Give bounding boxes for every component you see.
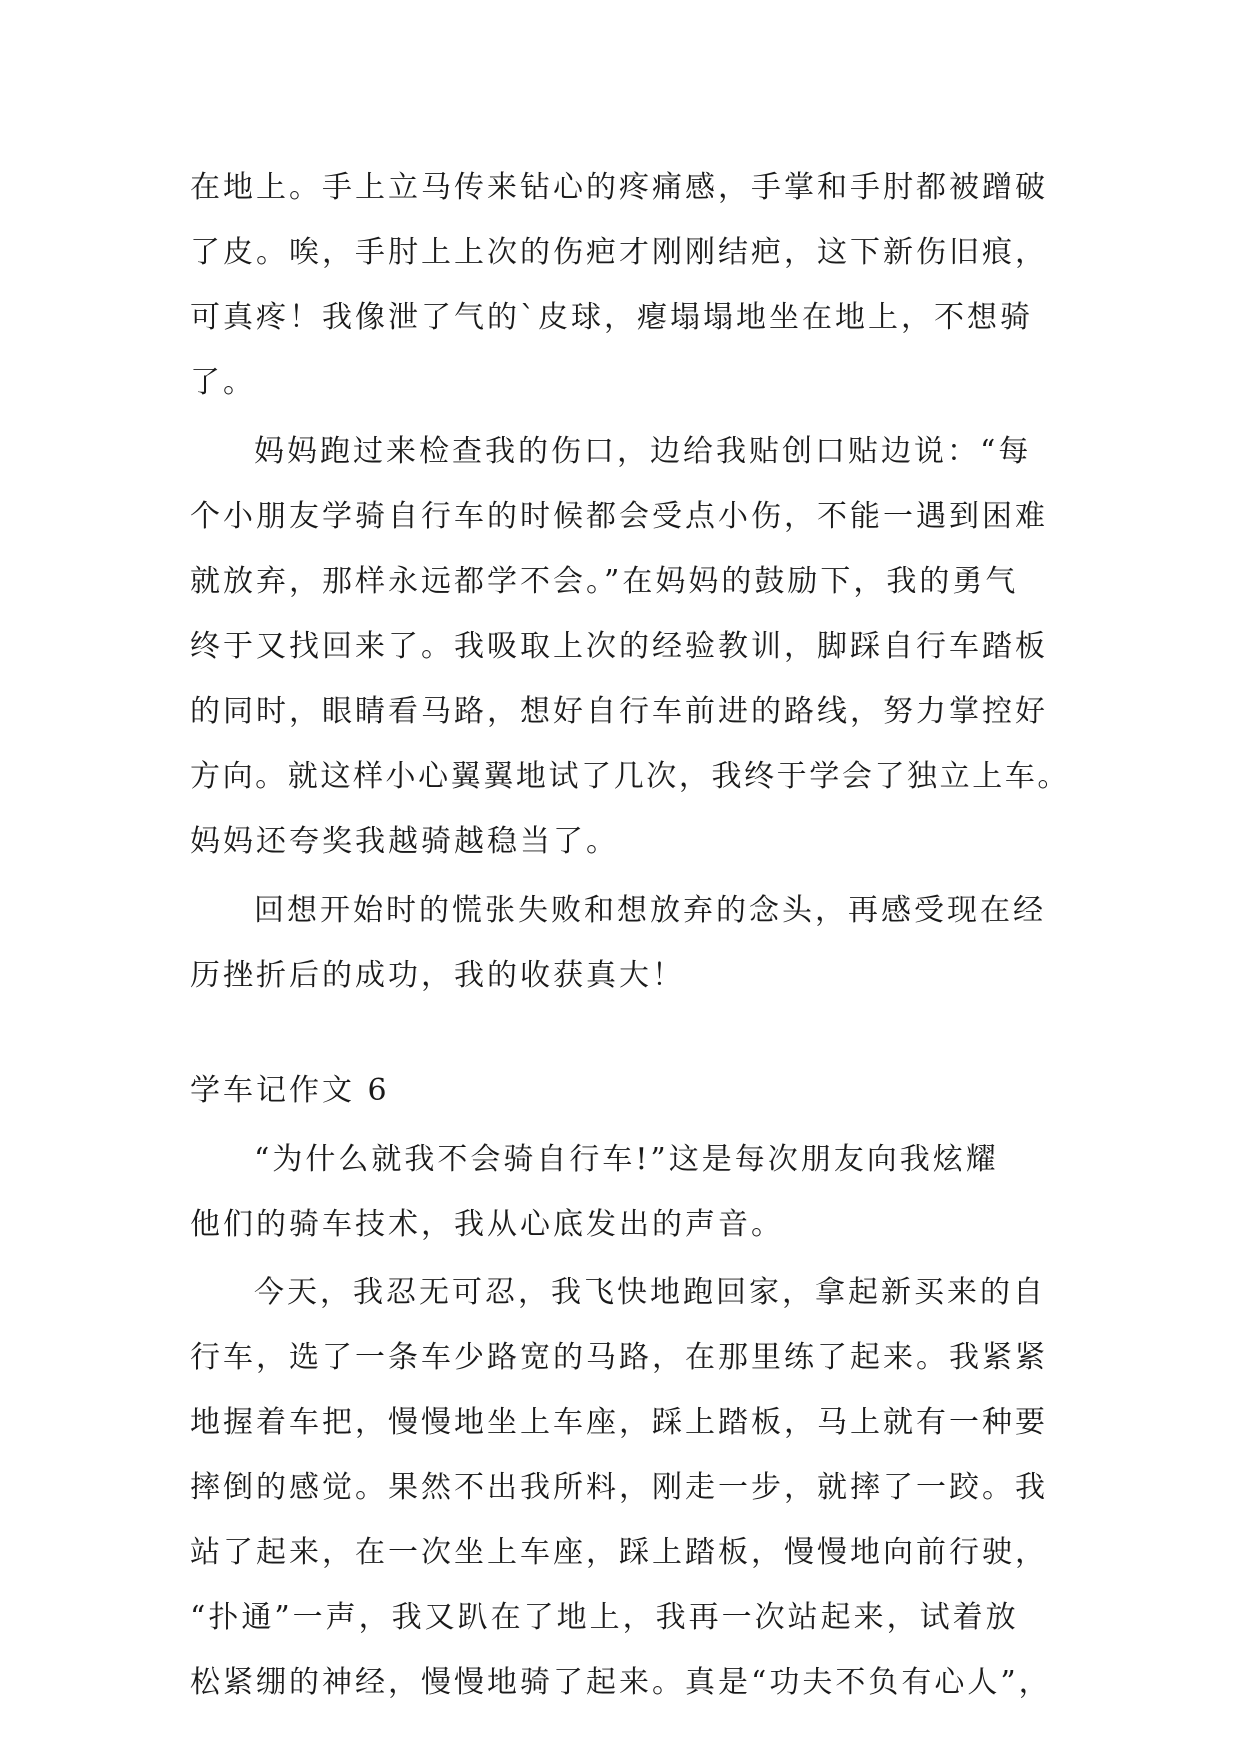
text-line: 方向。就这样小心翼翼地试了几次，我终于学会了独立上车。 [190, 759, 1070, 794]
text-line: 终于又找回来了。我吸取上次的经验教训，脚踩自行车踏板 [190, 629, 1048, 664]
text-line: 地握着车把，慢慢地坐上车座，踩上踏板，马上就有一种要 [190, 1405, 1048, 1440]
text-line: 可真疼！我像泄了气的`皮球，瘪塌塌地坐在地上，不想骑 [190, 300, 1033, 335]
text-line: 了。 [190, 365, 256, 400]
text-line: 在地上。手上立马传来钻心的疼痛感，手掌和手肘都被蹭破 [190, 170, 1048, 205]
text-line: 摔倒的感觉。果然不出我所料，刚走一步，就摔了一跤。我 [190, 1470, 1048, 1505]
text-line: “扑通”一声，我又趴在了地上，我再一次站起来，试着放 [190, 1600, 1019, 1635]
text-line: 历挫折后的成功，我的收获真大！ [190, 958, 685, 993]
text-line: 他们的骑车技术，我从心底发出的声音。 [190, 1207, 784, 1242]
text-line: 松紧绷的神经，慢慢地骑了起来。真是“功夫不负有心人”， [190, 1665, 1052, 1700]
text-line: 站了起来，在一次坐上车座，踩上踏板，慢慢地向前行驶， [190, 1535, 1048, 1570]
text-line: 个小朋友学骑自行车的时候都会受点小伤，不能一遇到困难 [190, 499, 1048, 534]
text-line: 的同时，眼睛看马路，想好自行车前进的路线，努力掌控好 [190, 694, 1048, 729]
section-title: 学车记作文 6 [190, 1073, 390, 1108]
text-line: 就放弃，那样永远都学不会。”在妈妈的鼓励下，我的勇气 [190, 564, 1019, 599]
text-line: 回想开始时的慌张失败和想放弃的念头，再感受现在经 [254, 893, 1046, 928]
text-line: 了皮。唉，手肘上上次的伤疤才刚刚结疤，这下新伤旧痕， [190, 235, 1048, 270]
text-line: “为什么就我不会骑自行车!”这是每次朋友向我炫耀 [254, 1142, 999, 1177]
text-line: 妈妈跑过来检查我的伤口，边给我贴创口贴边说：“每 [254, 434, 1032, 469]
text-line: 今天，我忍无可忍，我飞快地跑回家，拿起新买来的自 [254, 1275, 1046, 1310]
text-line: 妈妈还夸奖我越骑越稳当了。 [190, 824, 619, 859]
text-line: 行车，选了一条车少路宽的马路，在那里练了起来。我紧紧 [190, 1340, 1048, 1375]
